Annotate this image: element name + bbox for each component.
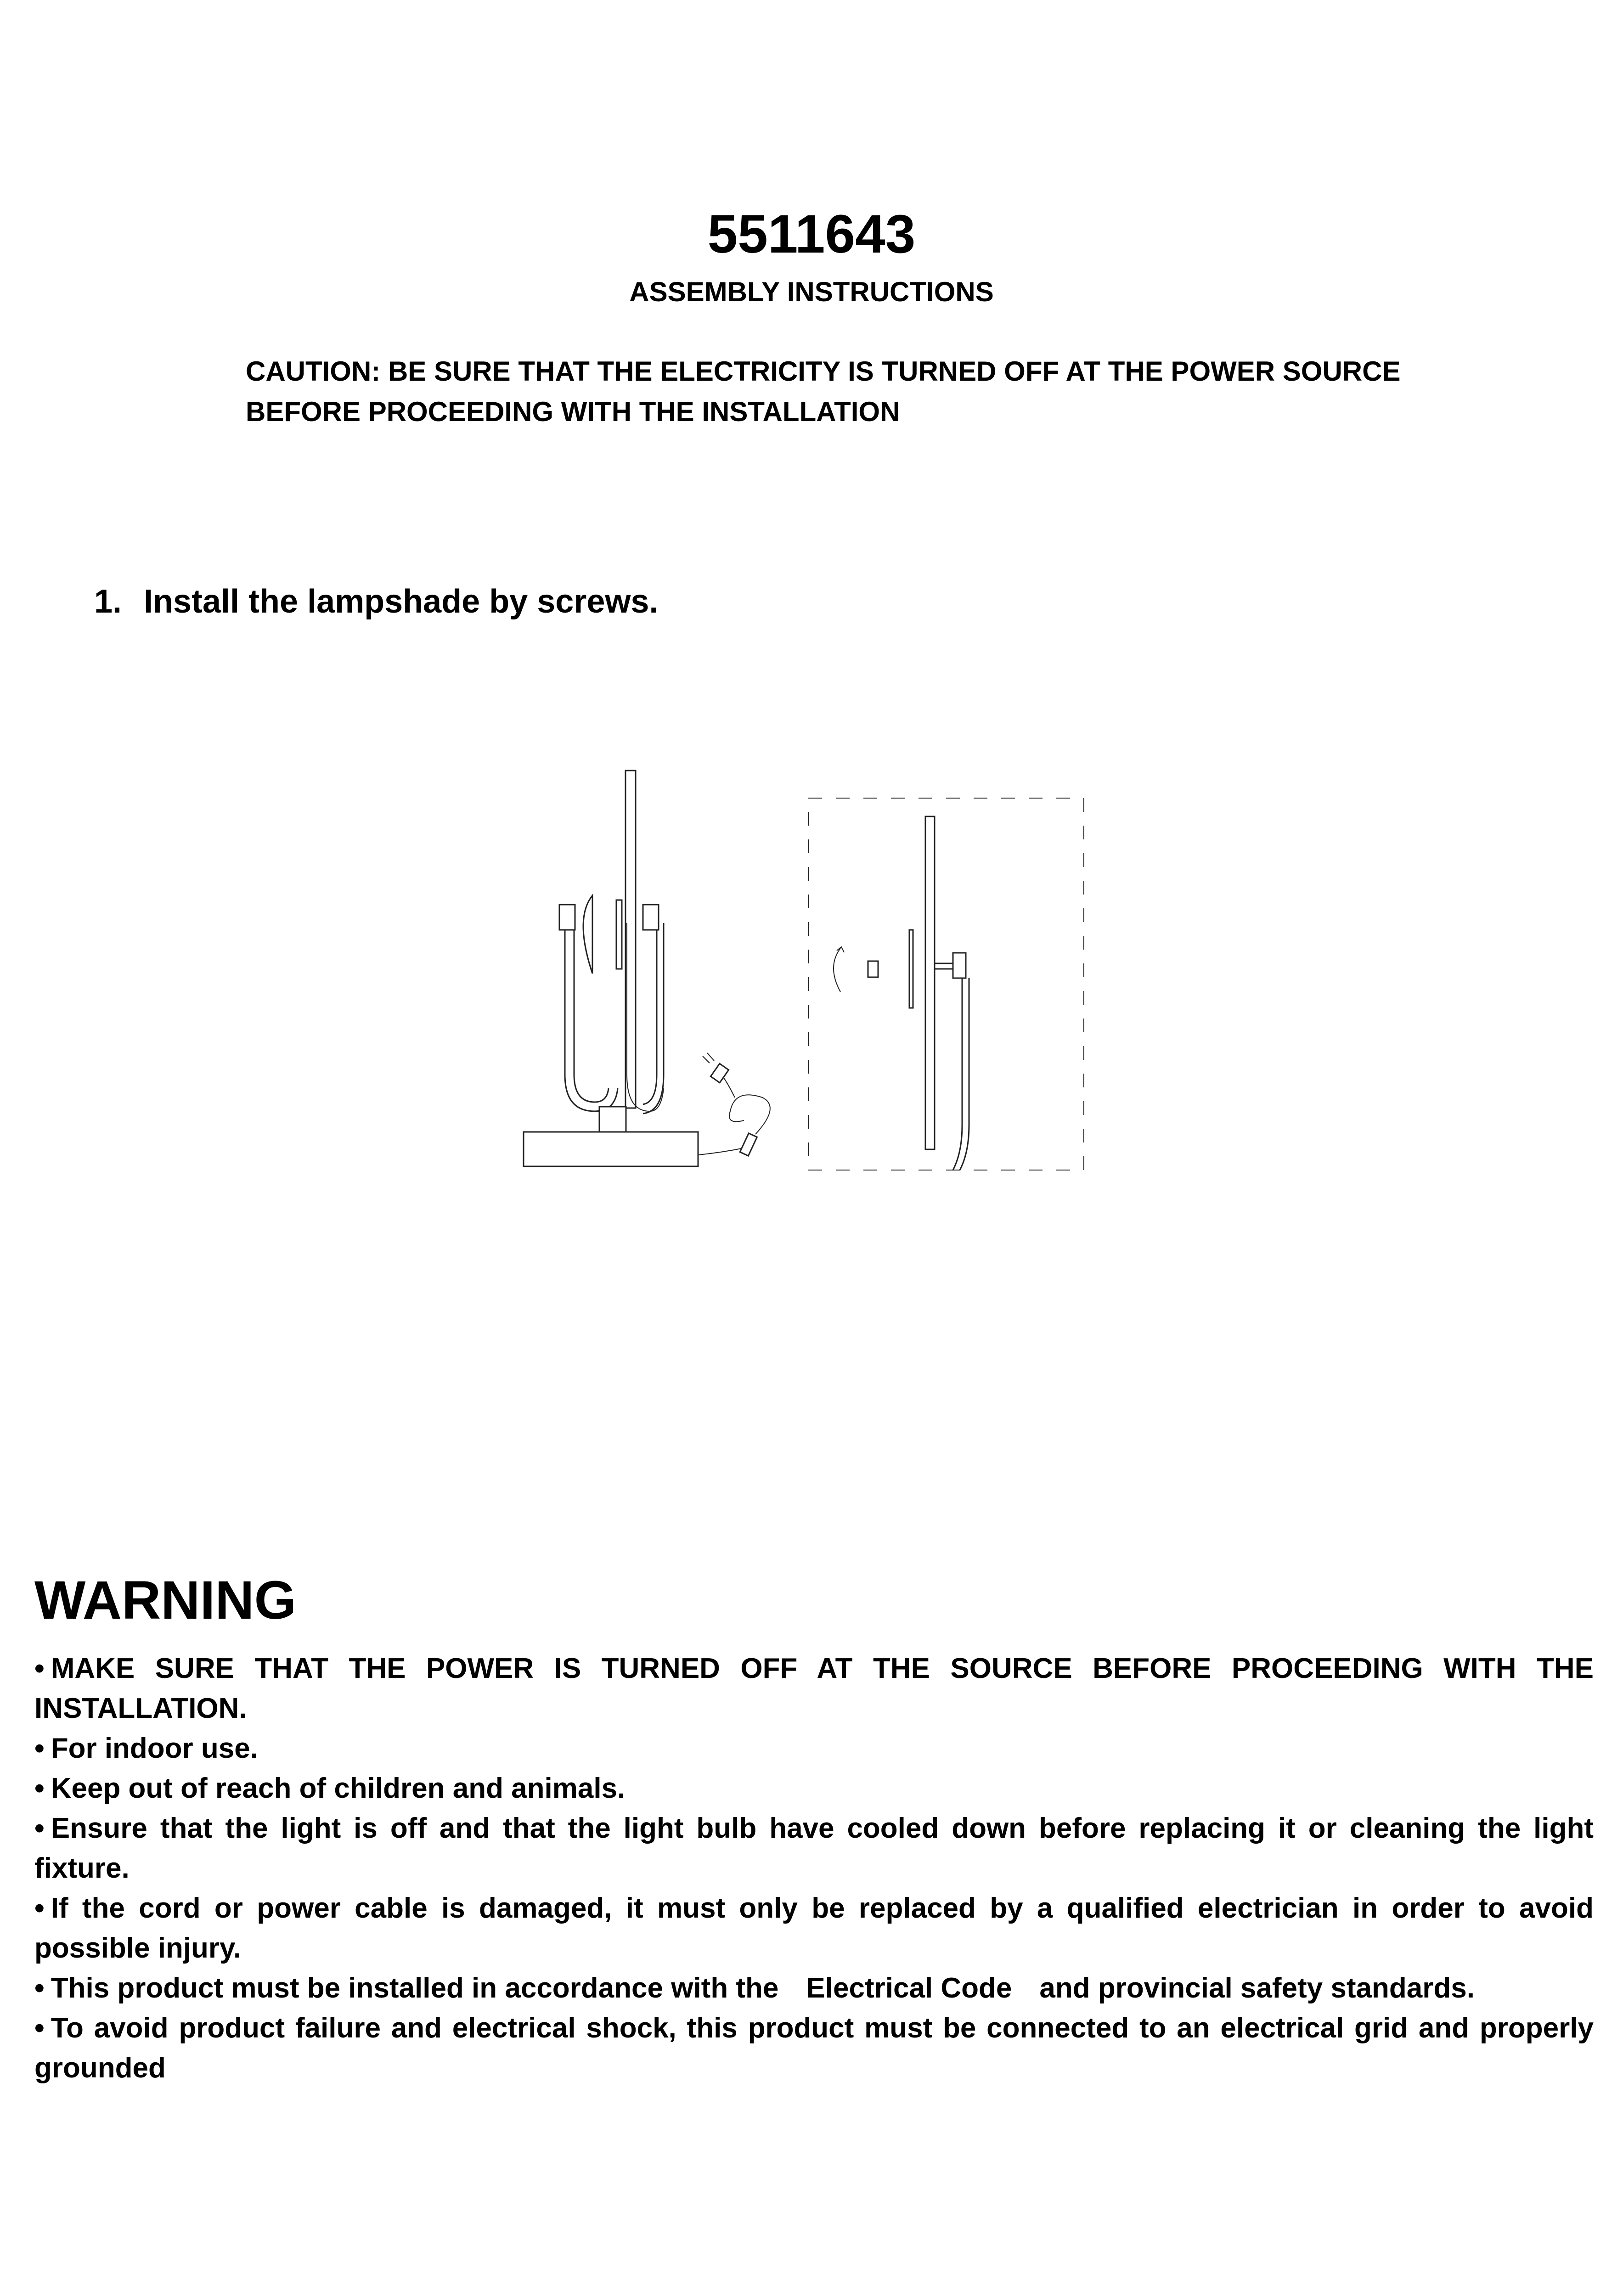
caution-line: BEFORE PROCEEDING WITH THE INSTALLATION bbox=[246, 396, 900, 427]
warning-list bbox=[34, 1649, 1594, 2088]
model-number: 5511643 bbox=[707, 204, 916, 264]
detail-view-illustration bbox=[808, 798, 1084, 1170]
electrical-code-reference: Electrical Code bbox=[806, 1972, 1012, 2004]
bullet-icon: • bbox=[34, 1773, 45, 1804]
warning-heading: WARNING bbox=[34, 1570, 297, 1631]
warning-item: • This product must be installed in accordance with the Electrical Code and provincial safety standards. bbox=[34, 1972, 1475, 2004]
bullet-icon: • bbox=[34, 1733, 45, 1764]
step-text: Install the lampshade by screws. bbox=[144, 583, 659, 620]
bullet-icon: • bbox=[34, 2012, 45, 2044]
step-number: 1. bbox=[94, 583, 122, 620]
bullet-icon: • bbox=[34, 1892, 45, 1924]
warning-item: • For indoor use. bbox=[34, 1733, 258, 1764]
step-1 bbox=[94, 581, 658, 622]
assembled-lamp-illustration bbox=[524, 771, 770, 1166]
warning-item: • Ensure that the light is off and that the light bulb have cooled down before replacing it or cleaning the light fixture. bbox=[34, 1812, 1594, 1884]
document-subtitle: ASSEMBLY INSTRUCTIONS bbox=[629, 276, 994, 307]
warning-item: • MAKE SURE THAT THE POWER IS TURNED OFF AT THE SOURCE BEFORE PROCEEDING WITH THE INSTALLATION. bbox=[34, 1653, 1594, 1724]
bullet-icon: • bbox=[34, 1972, 45, 2004]
warning-item: • Keep out of reach of children and animals. bbox=[34, 1773, 626, 1804]
warning-item: • To avoid product failure and electrical shock, this product must be connected to an electrical grid and properly grounded bbox=[34, 2012, 1594, 2084]
caution-line: CAUTION: BE SURE THAT THE ELECTRICITY IS TURNED OFF AT THE POWER SOURCE bbox=[246, 356, 1401, 387]
warning-item: • If the cord or power cable is damaged, it must only be replaced by a qualified electrician in order to avoid possible injury. bbox=[34, 1892, 1594, 1964]
lampshade-assembly-diagram bbox=[505, 758, 1111, 1217]
bullet-icon: • bbox=[34, 1812, 45, 1844]
caution-notice bbox=[246, 351, 1401, 432]
bullet-icon: • bbox=[34, 1653, 45, 1684]
